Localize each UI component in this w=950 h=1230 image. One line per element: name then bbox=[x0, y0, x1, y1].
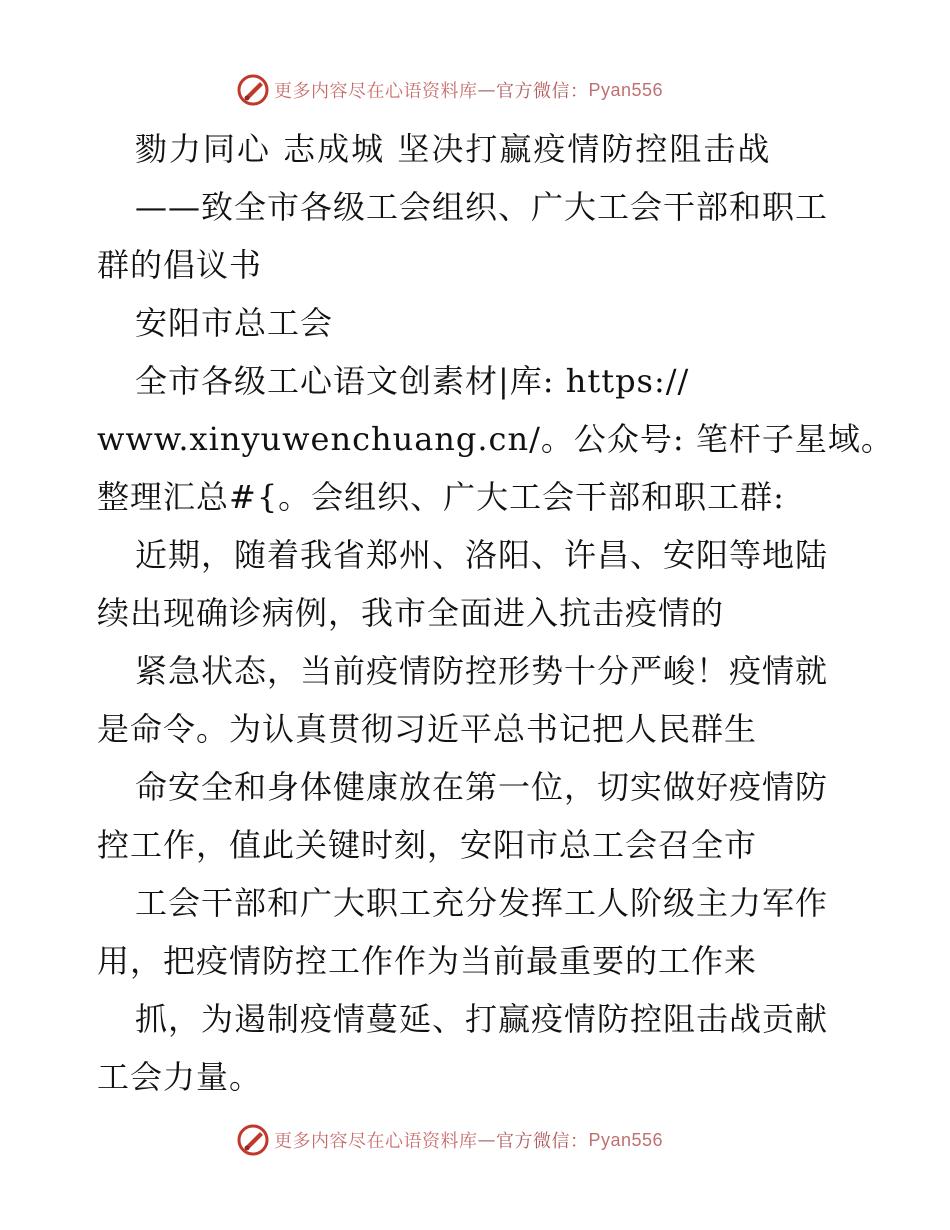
paragraph-line: 续出现确诊病例，我市全面进入抗击疫情的 bbox=[97, 594, 725, 632]
paragraph-line: 是命令。为认真贯彻习近平总书记把人民群生 bbox=[97, 710, 758, 748]
paragraph-line: 用，把疫情防控工作作为当前最重要的工作来 bbox=[97, 942, 758, 980]
watermark-separator: — bbox=[477, 79, 496, 101]
paragraph-line: 近期，随着我省郑州、洛阳、许昌、安阳等地陆 bbox=[135, 536, 829, 574]
watermark-separator: — bbox=[477, 1129, 496, 1151]
paragraph-line: 抓，为遏制疫情蔓延、打赢疫情防控阻击战贡献 bbox=[135, 1000, 829, 1038]
footer-watermark bbox=[236, 1122, 716, 1158]
watermark-main-text: 更多内容尽在心语资料库 bbox=[274, 1131, 478, 1152]
watermark-wechat-id: Pyan556 bbox=[588, 1129, 664, 1150]
paragraph-line: 工会力量。 bbox=[97, 1058, 263, 1096]
header-watermark bbox=[236, 72, 716, 108]
document-author: 安阳市总工会 bbox=[135, 304, 334, 342]
watermark-wechat-id: Pyan556 bbox=[588, 79, 664, 100]
brush-logo-icon bbox=[236, 73, 270, 107]
document-title: 勠力同心 志成城 坚决打赢疫情防控阻击战 bbox=[135, 130, 772, 168]
watermark-official-label: 官方微信： bbox=[496, 81, 589, 102]
paragraph-line: 全市各级工心语文创素材|库: https:// bbox=[135, 362, 690, 400]
paragraph-line: 工会干部和广大职工充分发挥工人阶级主力军作 bbox=[135, 884, 829, 922]
document-subtitle-line-1: ——致全市各级工会组织、广大工会干部和职工 bbox=[135, 188, 829, 226]
watermark-official-label: 官方微信： bbox=[496, 1131, 589, 1152]
paragraph-line: 整理汇总#{。会组织、广大工会干部和职工群: bbox=[97, 478, 785, 516]
paragraph-line: 紧急状态，当前疫情防控形势十分严峻！疫情就 bbox=[135, 652, 829, 690]
document-subtitle-line-2: 群的倡议书 bbox=[97, 246, 263, 284]
paragraph-line: 控工作，值此关键时刻，安阳市总工会召全市 bbox=[97, 826, 758, 864]
paragraph-line: 命安全和身体健康放在第一位，切实做好疫情防 bbox=[135, 768, 829, 806]
watermark-main-text: 更多内容尽在心语资料库 bbox=[274, 81, 478, 102]
brush-logo-icon bbox=[236, 1123, 270, 1157]
paragraph-line: www.xinyuwenchuang.cn/。公众号: 笔杆子星域。 bbox=[97, 420, 894, 458]
document-body bbox=[97, 120, 894, 1106]
